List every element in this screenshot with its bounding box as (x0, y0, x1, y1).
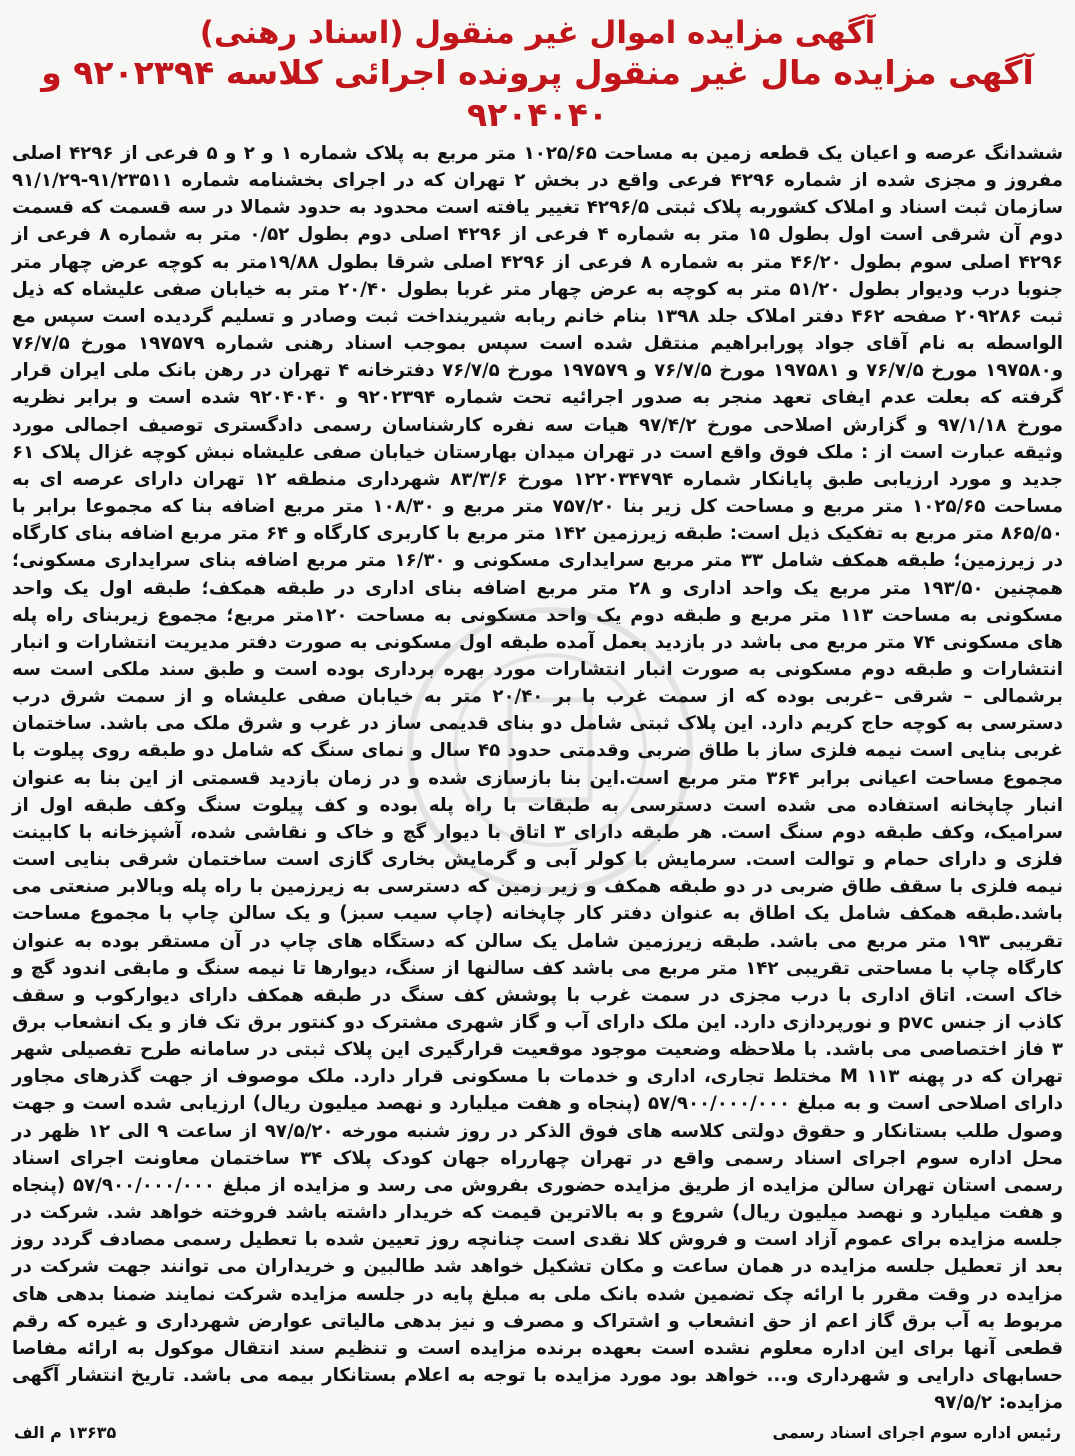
notice-body: ششدانگ عرصه و اعیان یک قطعه زمین به مساحت ۱۰۲۵/۶۵ متر مربع به پلاک شماره ۱ و ۲ و ۵ فرعی از ۴۲۹۶ اصلی مفروز و مجزی شده از شماره ۴۲۹۶ فرعی واقع در بخش ۲ تهران که در اجرای بخشنامه شماره ۹۱/۲۳۵۱۱-۹۱/۱/۲۹ سازمان ثبت اسناد و املاک کشوربه پلاک ثبتی ۴۲۹۶/۵ تغییر یافته است محدود به حدود شمالا در سه قسمت که قسمت دوم آن شرقی است اول بطول ۱۵ متر به شماره ۴ فرعی از ۴۲۹۶ اصلی دوم بطول ۰/۵۲ متر به شماره ۸ فرعی از ۴۲۹۶ اصلی سوم بطول ۴۶/۲۰ متر به شماره ۸ فرعی از ۴۲۹۶ اصلی شرقا بطول ۱۹/۸۸متر به کوچه عرض چهار متر جنوبا درب ودیوار بطول ۵۱/۲۰ متر به کوچه به عرض چهار متر غربا بطول ۲۰/۴۰ متر به خیابان صفی علیشاه که ذیل ثبت ۲۰۹۲۸۶ صفحه ۴۶۲ دفتر املاک جلد ۱۳۹۸ بنام خانم ربابه شیرینداخت ثبت وصادر و تسلیم گردیده است سپس مع الواسطه به نام آقای جواد پورابراهیم منتقل شده است سپس بموجب اسناد رهنی شماره ۱۹۷۵۷۹ مورخ ۷۶/۷/۵ و۱۹۷۵۸۰ مورخ ۷۶/۷/۵ و ۱۹۷۵۸۱ مورخ ۷۶/۷/۵ و ۱۹۷۵۷۹ مورخ ۷۶/۷/۵ دفترخانه ۴ تهران در رهن بانک ملی ایران قرار گرفته که بعلت عدم ایفای تعهد منجر به صدور اجرائیه تحت شماره ۹۲۰۲۳۹۴ و ۹۲۰۴۰۴۰ شده است و برابر نظریه مورخ ۹۷/۱/۱۸ و گزارش اصلاحی مورخ ۹۷/۴/۲ هیات سه نفره کارشناسان رسمی دادگستری توصیف اجمالی مورد وثیقه عبارت است از : ملک فوق واقع است در تهران میدان بهارستان خیابان صفی علیشاه نبش کوچه غزال پلاک ۶۱ جدید و مورد ارزیابی طبق پایانکار شماره ۱۲۲۰۳۴۷۹۴ مورخ ۸۳/۳/۶ شهرداری منطقه ۱۲ تهران دارای عرصه ای به مساحت ۱۰۲۵/۶۵ متر مربع و مساحت کل زیر بنا ۷۵۷/۲۰ متر مربع و ۱۰۸/۳۰ متر مربع اضافه بنا که مجموعا برابر با ۸۶۵/۵۰ متر مربع به تفکیک ذیل است: طبقه زیرزمین ۱۴۲ متر مربع با کاربری کارگاه و ۶۴ متر مربع اضافه بنای کارگاه در زیرزمین؛ طبقه همکف شامل ۳۳ متر مربع سرایداری مسکونی و ۱۶/۳۰ متر مربع اضافه بنای سرایداری مسکونی؛ همچنین ۱۹۳/۵۰ متر مربع یک واحد اداری و ۲۸ متر مربع اضافه بنای اداری در طبقه همکف؛ طبقه اول یک واحد مسکونی به مساحت ۱۱۳ متر مربع و طبقه دوم یک واحد مسکونی به مساحت ۱۲۰متر مربع؛ مجموع زیربنای راه پله های مسکونی ۷۴ متر مربع می باشد در بازدید بعمل آمده طبقه اول مسکونی به صورت دفتر مدیریت انتشارات و انبار انتشارات و طبقه دوم مسکونی به صورت انبار انتشارات مورد بهره برداری بوده است و طبق سند ملکی است سه برشمالی – شرقی –غربی بوده که از سمت غرب با بر ۲۰/۴۰ متر به خیابان صفی علیشاه و از سمت شرق درب دسترسی به کوچه حاج کریم دارد. این پلاک ثبتی شامل دو بنای قدیمی ساز در غرب و شرق ملک می باشد. ساختمان غربی بنایی است نیمه فلزی ساز با طاق ضربی وقدمتی حدود ۴۵ سال و نمای سنگ که شامل دو طبقه روی پیلوت با مجموع مساحت اعیانی برابر ۳۶۴ متر مربع است.این بنا بازسازی شده و در زمان بازدید قسمتی از این بنا به عنوان انبار چاپخانه استفاده می شده است دسترسی به طبقات با راه پله بوده و کف پیلوت سنگ وکف طبقه اول از سرامیک، وکف طبقه دوم سنگ است. هر طبقه دارای ۳ اتاق با دیوار گچ و خاک و نقاشی شده، آشپزخانه با کابینت فلزی و دارای حمام و توالت است. سرمایش با کولر آبی و گرمایش بخاری گازی است ساختمان شرقی بنایی است نیمه فلزی با سقف طاق ضربی در دو طبقه همکف و زیر زمین که دسترسی به زیرزمین با راه پله وبالابر صنعتی می باشد.طبقه همکف شامل یک اطاق به عنوان دفتر کار چاپخانه (چاپ سیب سبز) و یک سالن چاپ با مجموع مساحت تقریبی ۱۹۳ متر مربع می باشد. طبقه زیرزمین شامل یک سالن که دستگاه های چاپ در آن مستقر بوده به عنوان کارگاه چاپ با مساحتی تقریبی ۱۴۲ متر مربع می باشد کف سالنها از سنگ، دیوارها تا نیمه سنگ و مابقی اندود گچ و خاک است. اتاق اداری با درب مجزی در سمت غرب با پوشش کف سنگ در طبقه همکف دارای دیوارکوب و سقف کاذب از جنس pvc و نورپردازی دارد. این ملک دارای آب و گاز شهری مشترک دو کنتور برق تک فاز و یک انشعاب برق ۳ فاز اختصاصی می باشد. با ملاحظه وضعیت موجود موقعیت قرارگیری این پلاک ثبتی در سامانه طرح تفصیلی شهر تهران که در پهنه M ۱۱۳ مختلط تجاری، اداری و خدمات با مسکونی قرار دارد. ملک موصوف از جهت گذرهای مجاور دارای اصلاحی است و به مبلغ ۵۷/۹۰۰/۰۰۰/۰۰۰ (پنجاه و هفت میلیارد و نهصد میلیون ریال) ارزیابی شده است و جهت وصول طلب بستانکار و حقوق دولتی کلاسه های فوق الذکر در روز شنبه مورخه ۹۷/۵/۲۰ از ساعت ۹ الی ۱۲ ظهر در محل اداره سوم اجرای اسناد رسمی واقع در تهران چهارراه جهان کودک پلاک ۳۴ ساختمان معاونت اجرای اسناد رسمی استان تهران سالن مزایده از طریق مزایده حضوری بفروش می رسد و مزایده از مبلغ ۵۷/۹۰۰/۰۰۰/۰۰۰ (پنجاه و هفت میلیارد و نهصد میلیون ریال) شروع و به بالاترین قیمت که خریدار داشته باشد فروخته خواهد شد. شرکت در جلسه مزایده برای عموم آزاد است و فروش کلا نقدی است چنانچه روز تعیین شده با تعطیل رسمی مصادف گردد روز بعد از تعطیل جلسه مزایده در همان ساعت و مکان تشکیل خواهد شد طالبین و خریداران می توانند جهت شرکت در مزایده در وقت مقرر با ارائه چک تضمین شده بانک ملی به مبلغ پایه در جلسه مزایده شرکت نمایند ضمنا بدهی های مربوط به آب برق گاز اعم از حق انشعاب و اشتراک و مصرف و نیز بدهی مالیاتی عوارض شهرداری و غیره که رقم قطعی آنها برای این اداره معلوم نشده است بعهده برنده مزایده است و تنظیم سند انتقال موکول به ارائه مفاصا حسابهای دارایی و شهرداری و... خواهد بود مورد مزایده با توجه به اعلام بستانکار بیمه می باشد. تاریخ انتشار آگهی مزایده: ۹۷/۵/۲ (12, 143, 1064, 1414)
notice-subtitle: آگهی مزایده مال غیر منقول پرونده اجرائی کلاسه ۹۲۰۲۳۹۴ و ۹۲۰۴۰۴۰ (41, 53, 1034, 134)
notice-title: آگهی مزایده اموال غیر منقول (اسناد رهنی) (199, 15, 876, 51)
notice-code: ۱۳۶۳۵ م الف (14, 1423, 117, 1442)
signature-line: رئیس اداره سوم اجرای اسناد رسمی (772, 1423, 1061, 1442)
notice-footer (14, 1423, 1061, 1442)
